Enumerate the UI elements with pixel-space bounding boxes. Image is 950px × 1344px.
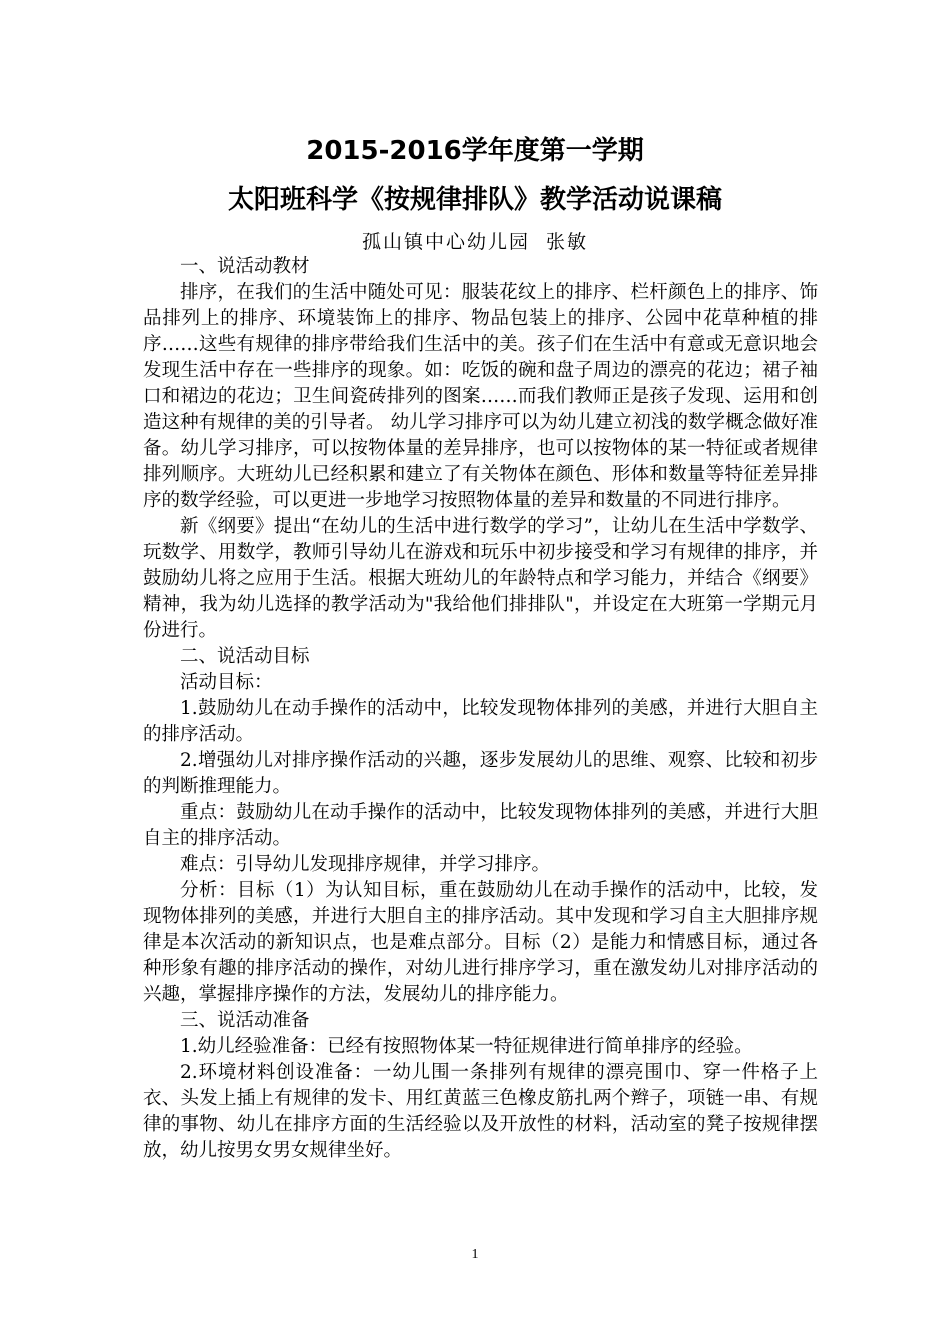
goal-item: 2.增强幼儿对排序操作活动的兴趣，逐步发展幼儿的思维、观察、比较和初步的判断推理能力。 [143, 750, 818, 797]
goal-item: 1.鼓励幼儿在动手操作的活动中，比较发现物体排列的美感，并进行大胆自主的排序活动。 [143, 698, 818, 745]
document-title-term: 2015-2016学年度第一学期 [306, 136, 644, 166]
section-heading-preparation: 三、说活动准备 [180, 1010, 310, 1031]
body-paragraph: 新《纲要》提出“在幼儿的生活中进行数学的学习”，让幼儿在生活中学数学、玩数学、用数学，教师引导幼儿在游戏和玩乐中初步接受和学习有规律的排序，并鼓励幼儿将之应用于生活。根据大班幼儿的年龄特点和学习能力，并结合《纲要》精神，我为幼儿选择的教学活动为"我给他们排排队"，并设定在大班第一学期元月份进行。 [143, 516, 818, 641]
document-title-main: 太阳班科学《按规律排队》教学活动说课稿 [227, 185, 722, 215]
page-number: 1 [471, 1247, 479, 1262]
document-author: 孤山镇中心幼儿园 张敏 [361, 231, 589, 253]
document-body [143, 254, 818, 1164]
analysis-paragraph: 分析：目标（1）为认知目标，重在鼓励幼儿在动手操作的活动中，比较，发现物体排列的美感，并进行大胆自主的排序活动。其中发现和学习自主大胆排序规律是本次活动的新知识点，也是难点部分。目标（2）是能力和情感目标，通过各种形象有趣的排序活动的操作，对幼儿进行排序学习，重在激发幼儿对排序活动的兴趣，掌握排序操作的方法，发展幼儿的排序能力。 [143, 880, 818, 1005]
key-point-paragraph: 重点：鼓励幼儿在动手操作的活动中，比较发现物体排列的美感，并进行大胆自主的排序活动。 [143, 802, 818, 849]
goals-label: 活动目标： [180, 672, 273, 693]
section-heading-goals: 二、说活动目标 [180, 646, 310, 667]
section-heading-materials: 一、说活动教材 [180, 256, 310, 277]
preparation-item: 2.环境材料创设准备：一幼儿围一条排列有规律的漂亮围巾、穿一件格子上衣、头发上插上有规律的发卡、用红黄蓝三色橡皮筋扎两个辫子，项链一串、有规律的事物、幼儿在排序方面的生活经验以及开放性的材料，活动室的凳子按规律摆放，幼儿按男女男女规律坐好。 [143, 1062, 818, 1161]
body-paragraph: 排序，在我们的生活中随处可见：服装花纹上的排序、栏杆颜色上的排序、饰品排列上的排序、环境装饰上的排序、物品包装上的排序、公园中花草种植的排序……这些有规律的排序带给我们生活中的美。孩子们在生活中有意或无意识地会发现生活中存在一些排序的现象。如：吃饭的碗和盘子周边的漂亮的花边；裙子袖口和裙边的花边；卫生间瓷砖排列的图案……而我们教师正是孩子发现、运用和创造这种有规律的美的引导者。 幼儿学习排序可以为幼儿建立初浅的数学概念做好准备。幼儿学习排序，可以按物体量的差异排序，也可以按物体的某一特征或者规律排列顺序。大班幼儿已经积累和建立了有关物体在颜色、形体和数量等特征差异排序的数学经验，可以更进一步地学习按照物体量的差异和数量的不同进行排序。 [143, 282, 818, 511]
preparation-item: 1.幼儿经验准备：已经有按照物体某一特征规律进行简单排序的经验。 [180, 1036, 753, 1057]
difficulty-paragraph: 难点：引导幼儿发现排序规律，并学习排序。 [180, 854, 551, 875]
